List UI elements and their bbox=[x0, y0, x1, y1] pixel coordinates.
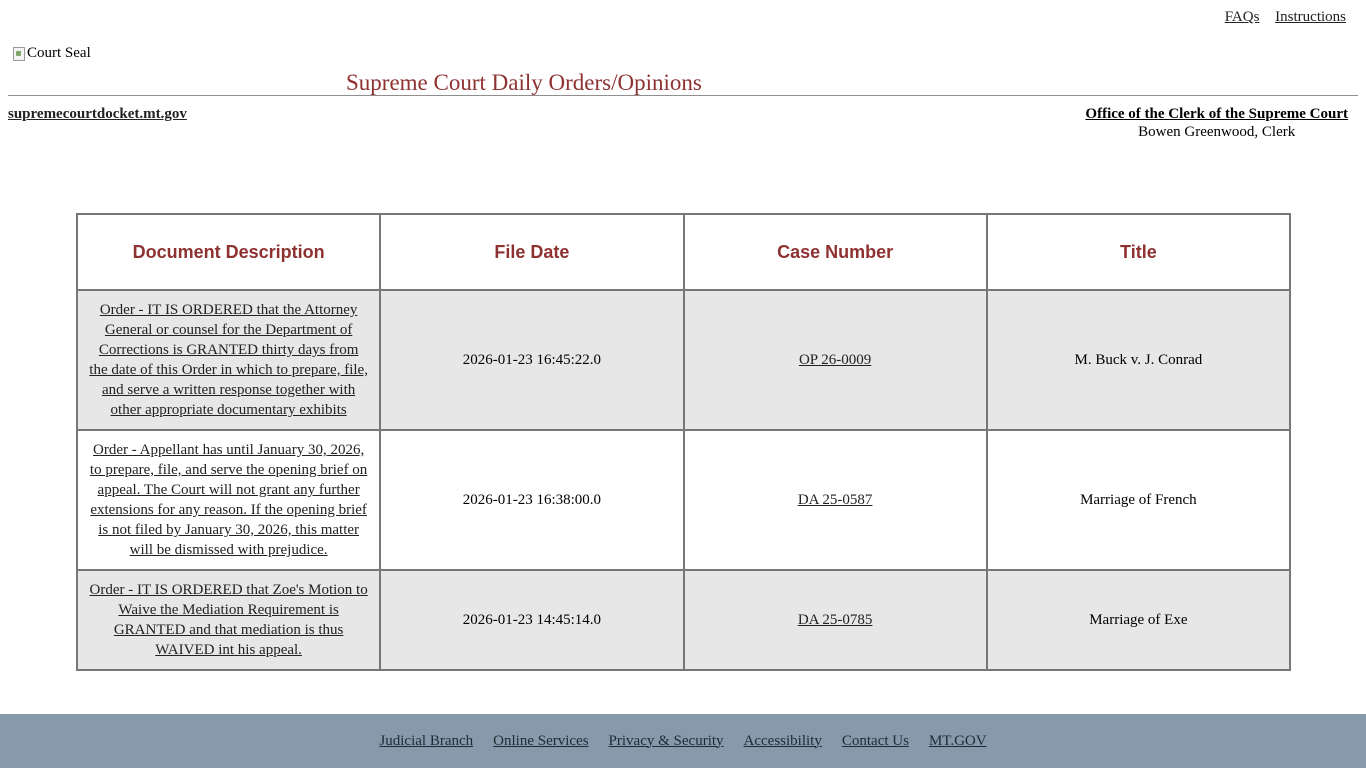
table-row bbox=[77, 290, 1290, 430]
table-header-row bbox=[77, 214, 1290, 290]
column-header-description: Document Description bbox=[77, 214, 380, 290]
table-row bbox=[77, 570, 1290, 670]
footer-link-online-services[interactable]: Online Services bbox=[493, 732, 589, 749]
description-cell bbox=[77, 570, 380, 670]
description-cell bbox=[77, 290, 380, 430]
case-number-link[interactable]: DA 25-0587 bbox=[797, 492, 873, 508]
title-cell: Marriage of French bbox=[987, 430, 1290, 570]
column-header-title: Title bbox=[987, 214, 1290, 290]
case-number-cell bbox=[684, 290, 987, 430]
footer-link-contact-us[interactable]: Contact Us bbox=[841, 732, 909, 749]
footer-link-mt-gov[interactable]: MT.GOV bbox=[928, 732, 987, 749]
footer-link-accessibility[interactable]: Accessibility bbox=[743, 732, 822, 749]
column-header-case-number: Case Number bbox=[684, 214, 987, 290]
orders-table bbox=[76, 213, 1291, 671]
clerk-office-block bbox=[1085, 106, 1348, 141]
broken-image-icon bbox=[13, 47, 25, 61]
top-links bbox=[1213, 9, 1346, 26]
court-seal-alt-text: Court Seal bbox=[27, 45, 91, 61]
court-seal-image bbox=[13, 45, 91, 62]
instructions-link[interactable]: Instructions bbox=[1275, 9, 1346, 25]
footer-link-judicial-branch[interactable]: Judicial Branch bbox=[379, 732, 474, 749]
file-date-cell: 2026-01-23 14:45:14.0 bbox=[380, 570, 683, 670]
table-row bbox=[77, 430, 1290, 570]
file-date-cell: 2026-01-23 16:38:00.0 bbox=[380, 430, 683, 570]
document-link[interactable]: Order - IT IS ORDERED that the Attorney General or counsel for the Department of Corrections is GRANTED thirty days from the date of this Order in which to prepare, file, and serve a written response together with other appropriate documentary exhibits bbox=[89, 302, 368, 418]
page-title: Supreme Court Daily Orders/Opinions bbox=[346, 70, 702, 95]
document-link[interactable]: Order - Appellant has until January 30, 2026, to prepare, file, and serve the opening brief on appeal. The Court will not grant any further extensions for any reason. If the opening brief is not filed by January 30, 2026, this matter will be dismissed with prejudice. bbox=[89, 442, 368, 558]
faqs-link[interactable]: FAQs bbox=[1224, 9, 1260, 25]
case-number-cell bbox=[684, 430, 987, 570]
header-divider bbox=[8, 95, 1358, 96]
title-cell: M. Buck v. J. Conrad bbox=[987, 290, 1290, 430]
case-number-link[interactable]: OP 26-0009 bbox=[798, 352, 872, 368]
site-footer bbox=[0, 714, 1366, 768]
description-cell bbox=[77, 430, 380, 570]
title-cell: Marriage of Exe bbox=[987, 570, 1290, 670]
document-link[interactable]: Order - IT IS ORDERED that Zoe's Motion to Waive the Mediation Requirement is GRANTED and that mediation is thus WAIVED int his appeal. bbox=[89, 582, 368, 658]
case-number-cell bbox=[684, 570, 987, 670]
file-date-cell: 2026-01-23 16:45:22.0 bbox=[380, 290, 683, 430]
case-number-link[interactable]: DA 25-0785 bbox=[797, 612, 873, 628]
clerk-name: Bowen Greenwood, Clerk bbox=[1138, 124, 1296, 140]
column-header-file-date: File Date bbox=[380, 214, 683, 290]
clerk-office-link[interactable]: Office of the Clerk of the Supreme Court bbox=[1085, 106, 1348, 122]
footer-link-privacy-security[interactable]: Privacy & Security bbox=[608, 732, 724, 749]
site-link[interactable]: supremecourtdocket.mt.gov bbox=[8, 106, 187, 122]
